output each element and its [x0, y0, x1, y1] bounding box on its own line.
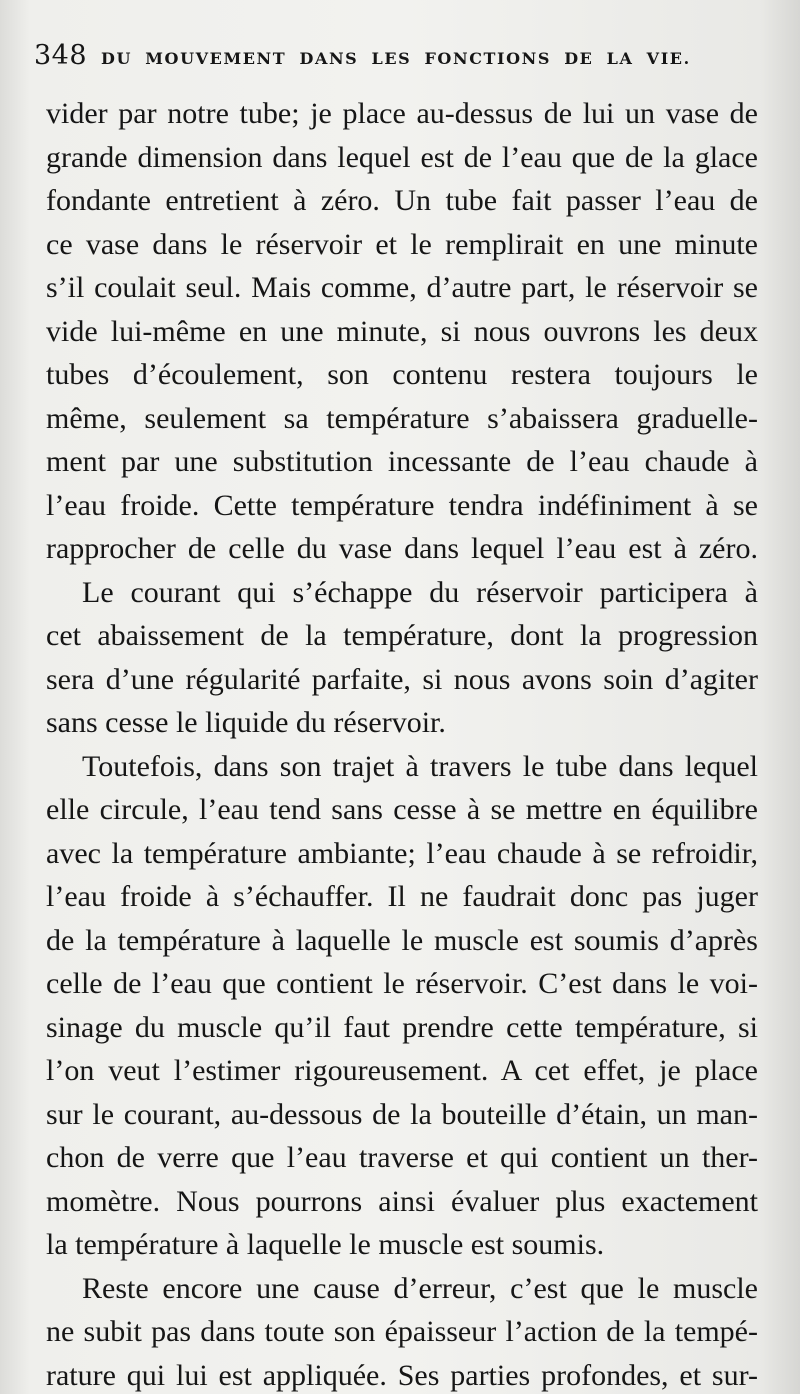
- text-line: sera d’une régularité parfaite, si nous avons soin d’agiter: [46, 662, 758, 696]
- paragraph: [46, 745, 758, 1267]
- text-line: même, seulement sa température s’abaissera graduelle-: [46, 401, 758, 435]
- text-line: vide lui-même en une minute, si nous ouvrons les deux: [46, 314, 758, 348]
- text-line: la température à laquelle le muscle est soumis.: [46, 1228, 605, 1261]
- text-line: chon de verre que l’eau traverse et qui contient un ther-: [46, 1141, 758, 1174]
- text-line: rapprocher de celle du vase dans lequel l’eau est à zéro.: [46, 532, 758, 565]
- body-text: [46, 92, 758, 1394]
- paragraph: [46, 1267, 758, 1394]
- text-line: de la température à laquelle le muscle est soumis d’après: [46, 923, 758, 957]
- text-line: sinage du muscle qu’il faut prendre cette température, si: [46, 1010, 758, 1044]
- text-line: l’eau froide. Cette température tendra indéfiniment à se: [46, 488, 758, 522]
- text-line: rature qui lui est appliquée. Ses parties profondes, et sur-: [46, 1358, 758, 1392]
- text-line: vider par notre tube; je place au-dessus de lui un vase de: [46, 97, 758, 130]
- text-line: ne subit pas dans toute son épaisseur l’action de la tempé-: [46, 1315, 758, 1348]
- text-line: l’eau froide à s’échauffer. Il ne faudrait donc pas juger: [46, 880, 758, 913]
- page-number: 348: [34, 40, 88, 71]
- text-line: fondante entretient à zéro. Un tube fait passer l’eau de: [46, 184, 758, 217]
- paragraph: [46, 92, 758, 571]
- text-line: cet abaissement de la température, dont la progression: [46, 619, 758, 652]
- text-line: sans cesse le liquide du réservoir.: [46, 706, 446, 739]
- text-line: grande dimension dans lequel est de l’eau que de la glace: [46, 140, 758, 174]
- text-line: sur le courant, au-dessous de la bouteille d’étain, un man-: [46, 1097, 758, 1131]
- text-line: s’il coulait seul. Mais comme, d’autre part, le réservoir se: [46, 271, 758, 304]
- text-line: avec la température ambiante; l’eau chaude à se refroidir,: [46, 836, 758, 870]
- text-line: l’on veut l’estimer rigoureusement. A cet effet, je place: [46, 1054, 758, 1087]
- text-line: Le courant qui s’échappe du réservoir participera à: [82, 575, 758, 609]
- running-header: [34, 40, 754, 82]
- text-line: Toutefois, dans son trajet à travers le tube dans lequel: [82, 749, 758, 783]
- text-line: ment par une substitution incessante de l’eau chaude à: [46, 445, 758, 478]
- text-line: elle circule, l’eau tend sans cesse à se mettre en équilibre: [46, 793, 758, 826]
- running-title: DU MOUVEMENT DANS LES FONCTIONS DE LA VIE.: [101, 49, 691, 68]
- text-line: momètre. Nous pourrons ainsi évaluer plus exactement: [46, 1184, 758, 1218]
- text-line: ce vase dans le réservoir et le remplirait en une minute: [46, 227, 758, 261]
- text-line: Reste encore une cause d’erreur, c’est que le muscle: [82, 1271, 758, 1305]
- text-line: tubes d’écoulement, son contenu restera toujours le: [46, 358, 758, 391]
- text-line: celle de l’eau que contient le réservoir. C’est dans le voi-: [46, 967, 758, 1000]
- paragraph: [46, 571, 758, 745]
